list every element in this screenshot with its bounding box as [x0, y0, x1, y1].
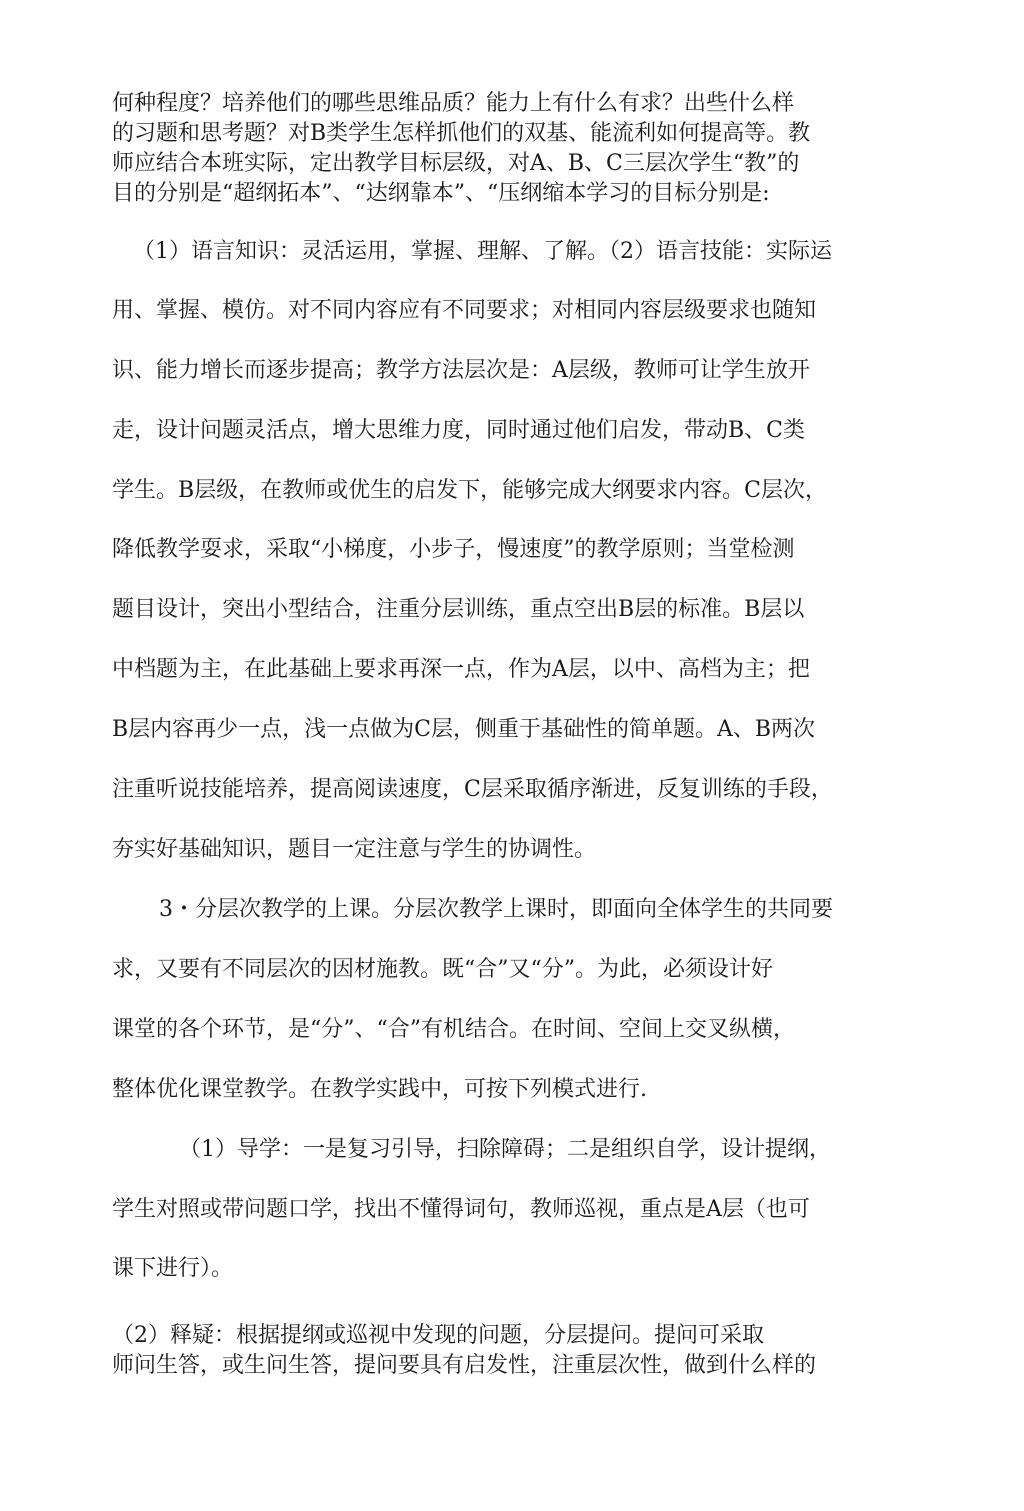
text-line-2: 的习题和思考题？对B类学生怎样抓他们的双基、能流利如何提高等。教 — [112, 121, 811, 146]
text-line-19: 整体优化课堂教学。在教学实践中，可按下列模式进行. — [112, 1077, 647, 1102]
text-line-15: 夯实好基础知识，题目一定注意与学生的协调性。 — [112, 837, 597, 862]
text-line-17: 求，又要有不同层次的因材施教。既“合”又“分”。为此，必须设计好 — [112, 957, 773, 982]
text-line-14: 注重听说技能培养，提高阅读速度，C层采取循序渐进，反复训练的手段， — [112, 777, 833, 802]
text-line-12: 中档题为主，在此基础上要求再深一点，作为A层，以中、高档为主；把 — [112, 657, 810, 682]
text-line-8: 走，设计问题灵活点，增大思维力度，同时通过他们启发，带动B、C类 — [112, 418, 806, 443]
text-line-16: 3・分层次教学的上课。分层次教学上课时，即面向全体学生的共同要 — [159, 897, 833, 922]
text-line-10: 降低教学耍求，采取“小梯度，小步子，慢速度”的教学原则；当堂检测 — [112, 537, 795, 562]
text-line-9: 学生。B层级，在教师或优生的启发下，能够完成大纲要求内容。C层次， — [112, 478, 828, 503]
text-line-3: 师应结合本班实际，定出教学目标层级，对A、B、C三层次学生“教”的 — [112, 151, 800, 176]
text-line-1: 何种程度？培养他们的哪些思维品质？能力上有什么有求？出些什么样 — [112, 91, 795, 116]
text-line-21: 学生对照或带问题口学，找出不懂得词句，教师巡视，重点是A层（也可 — [112, 1197, 810, 1222]
text-line-23: （2）释疑：根据提纲或巡视中发现的问题，分层提问。提问可采取 — [112, 1323, 764, 1348]
text-line-11: 题目设计，突出小型结合，注重分层训练，重点空出B层的标准。B层以 — [112, 597, 805, 622]
text-line-24: 师问生答，或生问生答，提问要具有启发性，注重层次性，做到什么样的 — [112, 1353, 817, 1378]
text-line-18: 课堂的各个环节，是“分”、“合”有机结合。在时间、空间上交叉纵横， — [112, 1017, 795, 1042]
text-line-13: B层内容再少一点，浅一点做为C层，侧重于基础性的简单题。A、B两次 — [112, 717, 816, 742]
text-line-6: 用、掌握、模仿。对不同内容应有不同要求；对相同内容层级要求也随知 — [112, 298, 817, 323]
text-line-22: 课下进行）。 — [112, 1256, 234, 1281]
text-line-4: 目的分别是“超纲拓本”、“达纲靠本”、“压纲缩本学习的目标分别是: — [112, 181, 770, 206]
text-line-20: （1）导学：一是复习引导，扫除障碍；二是组织自学，设计提纲， — [179, 1137, 831, 1162]
text-line-7: 识、能力增长而逐步提高；教学方法层次是：A层级，教师可让学生放开 — [112, 358, 810, 383]
text-line-5: （1）语言知识：灵活运用，掌握、理解、了解。（2）语言技能：实际运 — [133, 239, 832, 264]
